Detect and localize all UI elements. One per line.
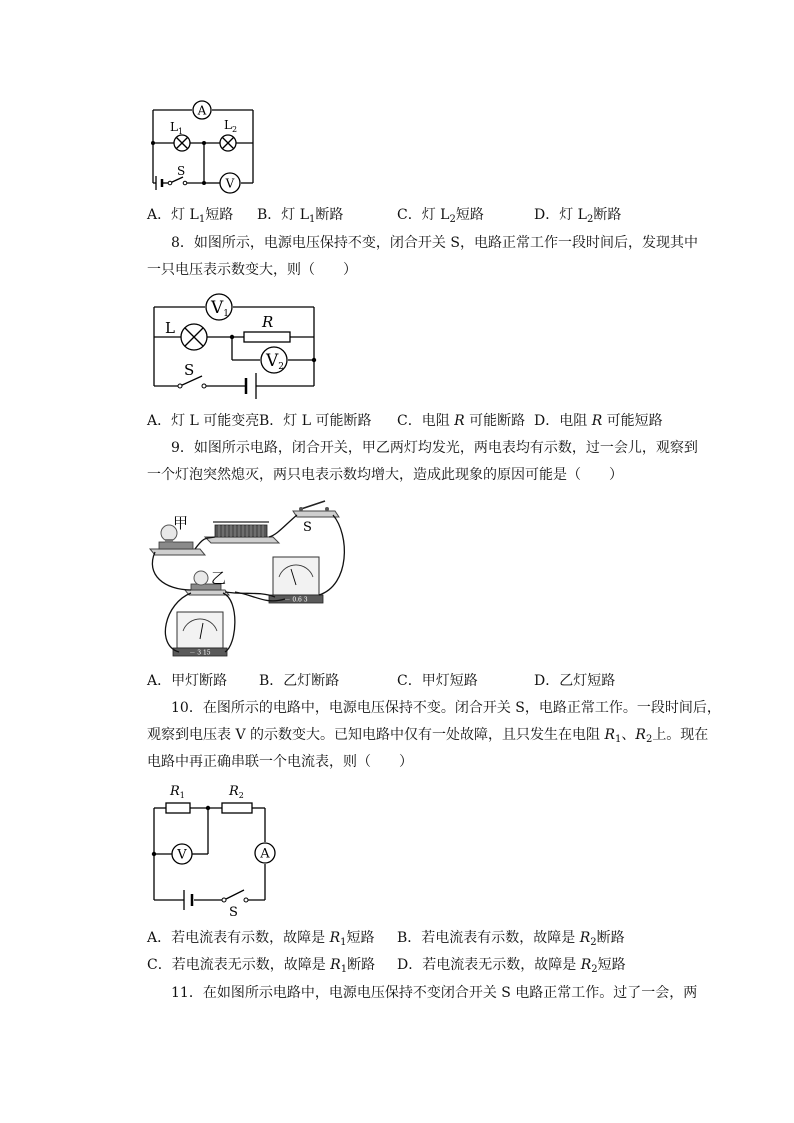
q9-option-c[interactable]: C．甲灯短路 [397, 673, 478, 689]
q7-b-prefix: B．灯 L [257, 207, 310, 223]
q10-b-variable: R [579, 930, 591, 946]
q10-stem-line-2 [147, 725, 708, 745]
lamp-jia-label: 甲 [173, 514, 189, 532]
meter1-terminals: － 0.6 3 [284, 596, 308, 604]
switch-label: S [177, 164, 186, 178]
resistor-label: R [262, 313, 274, 331]
lamp2-subscript: 2 [231, 125, 238, 134]
q10-d-variable: R [580, 957, 592, 973]
q10-a-subscript: 1 [340, 937, 347, 948]
q8-d-prefix: D．电阻 [534, 413, 592, 429]
q7-option-a[interactable] [147, 205, 233, 225]
switch-label: S [303, 520, 312, 535]
q8-option-a[interactable]: A．灯 L 可能变亮 [147, 413, 260, 429]
q7-option-b[interactable] [257, 205, 343, 225]
q10-b-prefix: B．若电流表有示数，故障是 [397, 930, 580, 946]
r2-letter: R [229, 784, 239, 799]
q7-b-subscript: 1 [309, 214, 316, 225]
q10-a-suffix: 短路 [346, 930, 375, 946]
v1-subscript: 1 [223, 309, 230, 319]
ammeter-label: A [260, 846, 270, 862]
q7-c-suffix: 短路 [455, 207, 484, 223]
q7-d-suffix: 断路 [593, 207, 622, 223]
q7-d-prefix: D．灯 L [534, 207, 587, 223]
lamp2-letter: L [224, 118, 232, 132]
r1-label [169, 784, 185, 800]
q7-c-subscript: 2 [449, 214, 456, 225]
q7-c-prefix: C．灯 L [397, 207, 450, 223]
lamp1-letter: L [170, 120, 178, 134]
q11-stem-line-1: 11．在如图所示电路中，电源电压保持不变闭合开关 S 电路正常工作。过了一会，两 [171, 985, 698, 1001]
q10-c-subscript: 1 [340, 964, 348, 975]
switch-label: S [229, 905, 238, 920]
lamp-label: L [165, 319, 175, 337]
q7-option-c[interactable] [397, 205, 484, 225]
q9-option-d[interactable]: D．乙灯短路 [534, 673, 616, 689]
q10-c-suffix: 断路 [347, 957, 376, 973]
q10-circuit-diagram [140, 778, 290, 920]
q9-stem-line-2: 一个灯泡突然熄灭，两只电表示数均增大，造成此现象的原因可能是（ ） [147, 467, 623, 483]
q8-d-variable: R [591, 413, 603, 429]
q7-a-subscript: 1 [198, 214, 206, 225]
q10-option-d[interactable] [397, 955, 626, 975]
ammeter-label: A [197, 103, 207, 118]
q8-option-d[interactable] [534, 411, 663, 431]
q7-circuit-diagram [140, 95, 270, 195]
r2-subscript: 2 [238, 791, 244, 800]
q10-b-suffix: 断路 [596, 930, 625, 946]
q8-c-variable: R [454, 413, 465, 429]
q10-line2-r1-subscript: 1 [615, 734, 622, 745]
v1-letter: V [211, 298, 224, 318]
q7-option-d[interactable] [534, 205, 621, 225]
v2-letter: V [266, 351, 279, 371]
lamp1-label [170, 120, 183, 136]
q10-c-prefix: C．若电流表无示数，故障是 [147, 957, 331, 973]
q9-option-a[interactable]: A．甲灯断路 [147, 673, 228, 689]
switch-label: S [184, 361, 195, 379]
q9-stem-line-1: 9．如图所示电路，闭合开关，甲乙两灯均发光，两电表均有示数，过一会儿，观察到 [171, 440, 698, 456]
q8-c-suffix: 可能断路 [464, 413, 526, 429]
r1-subscript: 1 [179, 791, 185, 800]
q7-a-suffix: 短路 [205, 207, 234, 223]
q10-option-a[interactable] [147, 928, 374, 948]
q8-c-prefix: C．电阻 [397, 413, 455, 429]
q8-circuit-diagram [140, 290, 330, 400]
q9-circuit-photo-illustration [145, 495, 355, 665]
lamp1-subscript: 1 [177, 127, 184, 136]
q8-stem-line-1: 8．如图所示，电源电压保持不变，闭合开关 S，电路正常工作一段时间后，发现其中 [171, 235, 698, 251]
q10-b-subscript: 2 [590, 937, 597, 948]
q10-line2-r2: R [635, 727, 646, 743]
q8-d-suffix: 可能短路 [602, 413, 663, 429]
q8-option-b[interactable]: B．灯 L 可能断路 [259, 413, 372, 429]
q10-stem-line-3: 电路中再正确串联一个电流表，则（ ） [147, 754, 413, 770]
q10-option-b[interactable] [397, 928, 625, 948]
voltmeter-label: V [225, 176, 235, 191]
q9-option-b[interactable]: B．乙灯断路 [259, 673, 340, 689]
q10-line2-suffix: 上。现在 [652, 727, 709, 743]
meter2-terminals: － 3 15 [189, 649, 211, 657]
q7-b-suffix: 断路 [315, 207, 344, 223]
v2-subscript: 2 [278, 362, 285, 372]
q10-d-prefix: D．若电流表无示数，故障是 [397, 957, 581, 973]
q8-option-c[interactable] [397, 411, 525, 431]
q7-d-subscript: 2 [586, 214, 594, 225]
r2-label [228, 784, 244, 800]
q10-line2-r1: R [604, 727, 616, 743]
q8-stem-line-2: 一只电压表示数变大，则（ ） [147, 262, 357, 278]
q10-line2-r2-subscript: 2 [645, 734, 653, 745]
lamp-yi-label: 乙 [211, 569, 227, 587]
q10-c-variable: R [330, 957, 341, 973]
q10-d-subscript: 2 [591, 964, 598, 975]
voltmeter-label: V [177, 847, 187, 863]
q10-line2-separator: 、 [621, 727, 636, 743]
q10-d-suffix: 短路 [597, 957, 626, 973]
r1-letter: R [170, 784, 180, 799]
q10-stem-line-1: 10．在图所示的电路中，电源电压保持不变。闭合开关 S，电路正常工作。一段时间后， [171, 700, 721, 716]
q10-a-prefix: A．若电流表有示数，故障是 [147, 930, 330, 946]
q10-option-c[interactable] [147, 955, 375, 975]
q7-a-prefix: A．灯 L [147, 207, 199, 223]
q10-a-variable: R [329, 930, 341, 946]
q10-line2-prefix: 观察到电压表 V 的示数变大。已知电路中仅有一处故障，且只发生在电阻 [147, 727, 605, 743]
lamp2-label [224, 118, 237, 134]
